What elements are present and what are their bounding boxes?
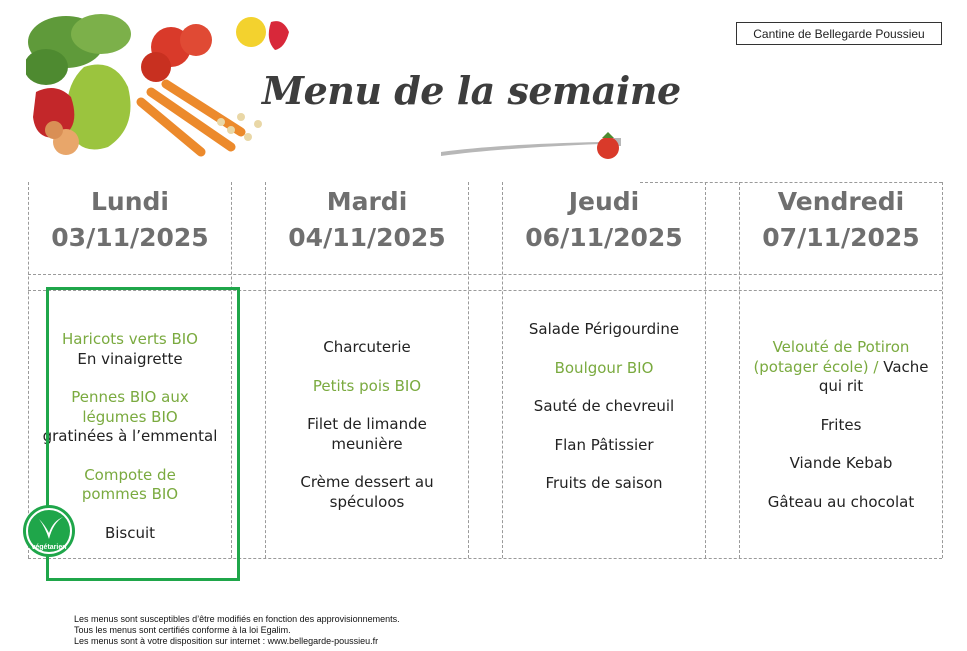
fork-icon bbox=[441, 132, 621, 159]
vegetarian-day-frame bbox=[46, 287, 240, 581]
footer-line: Tous les menus sont certifiés conforme à la loi Egalim. bbox=[74, 625, 291, 635]
footer-line: Les menus sont à votre disposition sur internet : www.bellegarde-poussieu.fr bbox=[74, 636, 379, 646]
menu-item-bio: Boulgour BIO bbox=[554, 358, 654, 377]
menu-item-bio: Pennes BIO aux légumes BIO bbox=[71, 388, 189, 426]
menu-item: Charcuterie bbox=[323, 338, 411, 356]
vegetarian-label: végétarien bbox=[31, 544, 67, 551]
menu-jeudi bbox=[502, 320, 706, 513]
day-header-vendredi bbox=[739, 186, 943, 258]
menu-item: Fruits de saison bbox=[545, 474, 663, 492]
menu-item: Salade Périgourdine bbox=[528, 320, 680, 338]
day-header-jeudi bbox=[502, 186, 706, 258]
menu-item-potager: Velouté de Potiron (potager école) / bbox=[753, 338, 910, 376]
day-name: Mardi bbox=[326, 187, 408, 216]
menu-mardi bbox=[265, 338, 469, 531]
day-header-lundi bbox=[28, 186, 232, 258]
leaf-icon bbox=[23, 505, 75, 557]
vegetarian-badge bbox=[23, 505, 75, 557]
menu-item: Filet de limande meunière bbox=[307, 415, 427, 453]
menu-item bbox=[739, 338, 943, 397]
menu-vendredi bbox=[739, 338, 943, 531]
menu-item: Gâteau au chocolat bbox=[767, 492, 915, 511]
footer-line: Les menus sont susceptibles d’être modifiés en fonction des approvisionnements. bbox=[74, 614, 400, 624]
day-name: Vendredi bbox=[777, 187, 905, 216]
menu-item: Biscuit bbox=[104, 523, 156, 542]
menu-item-cheese: Vache qui rit bbox=[818, 357, 929, 395]
menu-item-bio: Haricots verts BIO bbox=[62, 330, 198, 348]
menu-item-bio: Petits pois BIO bbox=[312, 376, 422, 395]
menu-item: Crème dessert au spéculoos bbox=[300, 473, 434, 511]
day-date: 06/11/2025 bbox=[525, 223, 683, 252]
day-date: 03/11/2025 bbox=[51, 223, 209, 252]
menu-item-bio: Compote de pommes BIO bbox=[81, 465, 179, 503]
day-date: 04/11/2025 bbox=[288, 223, 446, 252]
menu-item: Sauté de chevreuil bbox=[533, 397, 675, 415]
menu-item-detail: En vinaigrette bbox=[77, 349, 183, 368]
day-name: Jeudi bbox=[568, 187, 640, 216]
menu-item: Flan Pâtissier bbox=[554, 435, 654, 454]
row-divider bbox=[28, 274, 942, 275]
page-title: Menu de la semaine bbox=[262, 68, 681, 113]
footer-notes bbox=[74, 614, 400, 647]
menu-item: Frites bbox=[820, 415, 862, 434]
table-top-border bbox=[640, 182, 942, 183]
day-date: 07/11/2025 bbox=[762, 223, 920, 252]
day-name: Lundi bbox=[91, 187, 169, 216]
menu-item: Viande Kebab bbox=[789, 454, 893, 472]
canteen-name-box: Cantine de Bellegarde Poussieu bbox=[736, 22, 942, 45]
vegetable-basket-icon bbox=[26, 12, 289, 162]
day-header-mardi bbox=[265, 186, 469, 258]
menu-item-detail: gratinées à l’emmental bbox=[42, 427, 218, 445]
